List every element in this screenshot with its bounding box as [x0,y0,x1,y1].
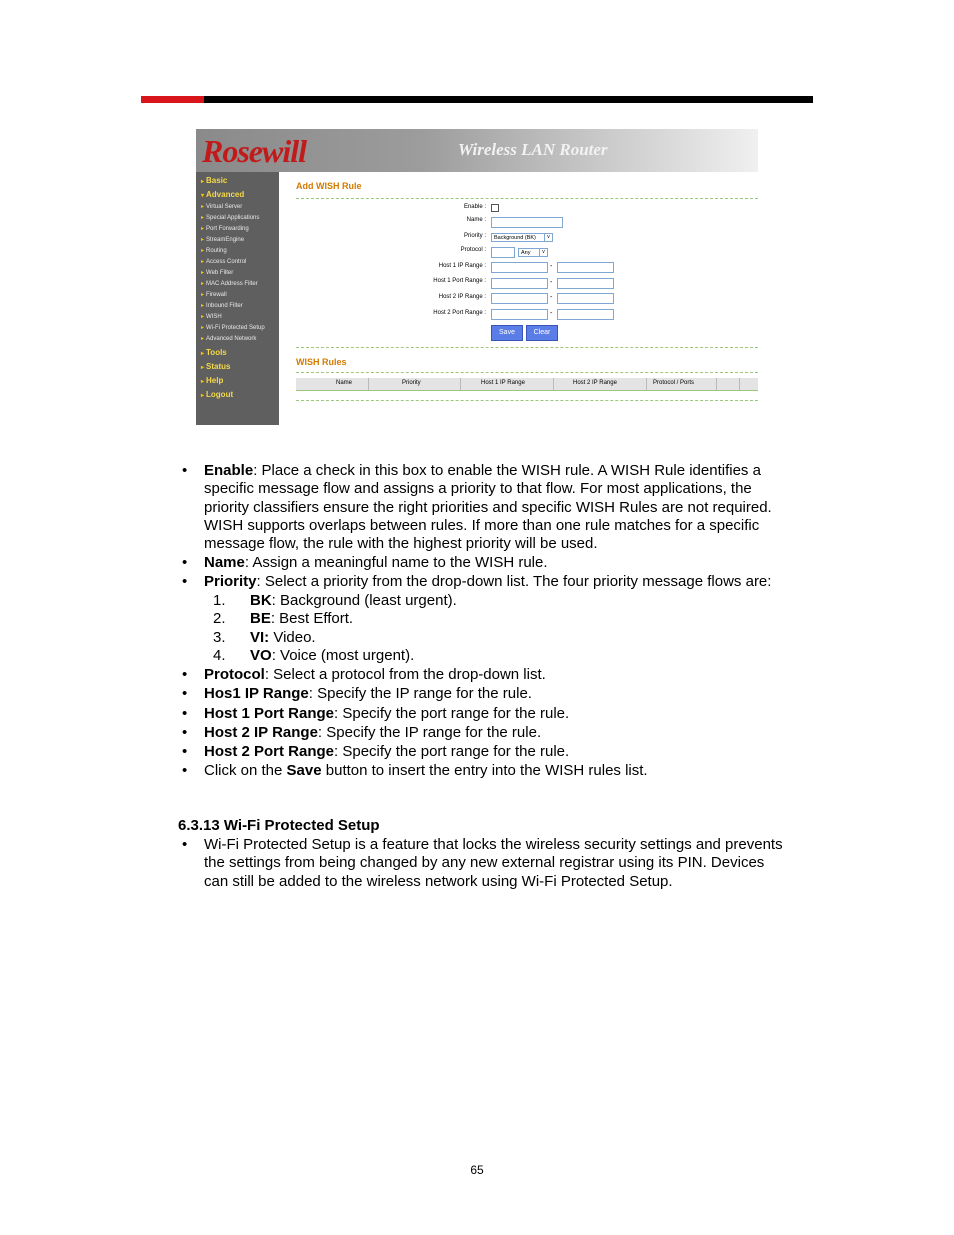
list-number: 4. [213,647,226,664]
enable-description: Enable: Place a check in this box to enable the WISH rule. A WISH Rule identifies a specific message flow and assigns a priority to that flow. For most applications, the priority classifiers ensure the right priorities and specific WISH Rules are not required. WISH supports overlaps between rules. If more than one rule matches for a specific message flow, the rule with the highest priority will be used. [204,462,772,553]
header-rule [141,96,813,103]
bullet: • [182,705,188,722]
host2-ip-end[interactable] [557,293,614,304]
name-input[interactable] [491,217,563,228]
banner-title: Wireless LAN Router [458,140,608,159]
host1-port-start[interactable] [491,278,548,289]
range-separator: - [550,263,553,270]
nav-firewall[interactable]: ▸ Firewall [201,292,227,298]
bullet: • [182,724,188,741]
col-priority: Priority [402,380,421,386]
host2-port-label: Host 2 Port Range : [433,310,486,316]
host2-ip-label: Host 2 IP Range : [438,294,486,300]
protocol-label: Protocol : [460,247,486,253]
protocol-input[interactable] [491,247,515,258]
host2-ip-start[interactable] [491,293,548,304]
priority-vo: VO: Voice (most urgent). [250,647,415,664]
priority-description: Priority: Select a priority from the drop-down list. The four priority message flows are: [204,573,772,590]
nav-wish[interactable]: ▸ WISH [201,314,222,320]
priority-label: Priority : [463,233,486,239]
router-content [279,172,758,425]
nav-virtual-server[interactable]: ▸ Virtual Server [201,204,243,210]
host1-port-description: Host 1 Port Range: Specify the port range for the rule. [204,705,570,722]
nav-port-forwarding[interactable]: ▸ Port Forwarding [201,226,249,232]
col-protocol-ports: Protocol / Ports [653,380,695,386]
chevron-down-icon: v [539,249,547,256]
header-rule-accent [141,96,204,103]
col-host1-ip: Host 1 IP Range [481,380,525,386]
divider [296,347,758,348]
nav-access-control[interactable]: ▸ Access Control [201,259,247,265]
host2-port-start[interactable] [491,309,548,320]
section-heading: 6.3.13 Wi-Fi Protected Setup [178,817,380,834]
page-number: 65 [470,1163,484,1177]
range-separator: - [550,279,553,286]
bullet: • [182,836,188,853]
range-separator: - [550,294,553,301]
host1-port-end[interactable] [557,278,614,289]
host2-port-description: Host 2 Port Range: Specify the port range for the rule. [204,743,570,760]
rules-table-header [296,378,758,391]
save-button[interactable]: Save [491,325,523,341]
nav-advanced-network[interactable]: ▸ Advanced Network [201,336,257,342]
nav-streamengine[interactable]: ▸ StreamEngine [201,237,245,243]
bullet: • [182,685,188,702]
rosewill-logo: Rosewill [202,133,307,169]
nav-basic[interactable]: ▸ Basic [201,176,228,185]
nav-status[interactable]: ▸ Status [201,362,231,371]
protocol-description: Protocol: Select a protocol from the drop-down list. [204,666,546,683]
priority-vi: VI: Video. [250,629,316,646]
enable-label: Enable : [463,204,486,210]
wps-description: Wi-Fi Protected Setup is a feature that locks the wireless security settings and prevents the settings from being changed by any new external registrar using its PIN. Devices can still be added to the wireless network using Wi-Fi Protected Setup. [204,836,783,890]
priority-bk: BK: Background (least urgent). [250,592,457,609]
bullet: • [182,554,188,571]
priority-select[interactable]: Background (BK) v [491,233,553,242]
host2-port-end[interactable] [557,309,614,320]
nav-logout[interactable]: ▸ Logout [201,390,234,399]
add-rule-title: Add WISH Rule [296,181,362,191]
list-number: 2. [213,610,226,627]
bullet: • [182,666,188,683]
arrow-icon: ▸ [201,179,205,185]
host1-ip-end[interactable] [557,262,614,273]
wish-rules-title: WISH Rules [296,357,347,367]
bullet: • [182,573,188,590]
divider [296,198,758,199]
host1-port-label: Host 1 Port Range : [433,278,486,284]
col-host2-ip: Host 2 IP Range [573,380,617,386]
list-number: 1. [213,592,226,609]
bullet: • [182,462,188,479]
priority-be: BE: Best Effort. [250,610,354,627]
bullet: • [182,762,188,779]
host1-ip-start[interactable] [491,262,548,273]
nav-special-applications[interactable]: ▸ Special Applications [201,215,260,221]
router-screenshot [196,129,758,425]
col-name: Name [336,380,353,386]
host2-ip-description: Host 2 IP Range: Specify the IP range for the rule. [204,724,542,741]
nav-routing[interactable]: ▸ Routing [201,248,227,254]
range-separator: - [550,310,553,317]
save-description: Click on the Save button to insert the entry into the WISH rules list. [204,762,648,779]
router-sidebar [196,172,279,425]
list-number: 3. [213,629,226,646]
name-description: Name: Assign a meaningful name to the WISH rule. [204,554,548,571]
nav-inbound-filter[interactable]: ▸ Inbound Filter [201,303,243,309]
host1-ip-description: Hos1 IP Range: Specify the IP range for the rule. [204,685,532,702]
protocol-select[interactable]: Any v [518,248,548,257]
nav-mac-filter[interactable]: ▸ MAC Address Filter [201,281,258,287]
nav-web-filter[interactable]: ▸ Web Filter [201,270,234,276]
bullet: • [182,743,188,760]
nav-advanced[interactable]: ▾ Advanced [201,190,245,199]
arrow-icon: ▾ [201,193,205,199]
divider [296,400,758,401]
host1-ip-label: Host 1 IP Range : [438,263,486,269]
clear-button[interactable]: Clear [526,325,558,341]
enable-checkbox[interactable] [491,204,499,212]
router-banner [196,129,758,172]
chevron-down-icon: v [544,234,552,241]
nav-wps[interactable]: ▸ Wi-Fi Protected Setup [201,325,265,331]
divider [296,372,758,373]
nav-tools[interactable]: ▸ Tools [201,348,227,357]
name-label: Name : [466,217,486,223]
nav-help[interactable]: ▸ Help [201,376,224,385]
